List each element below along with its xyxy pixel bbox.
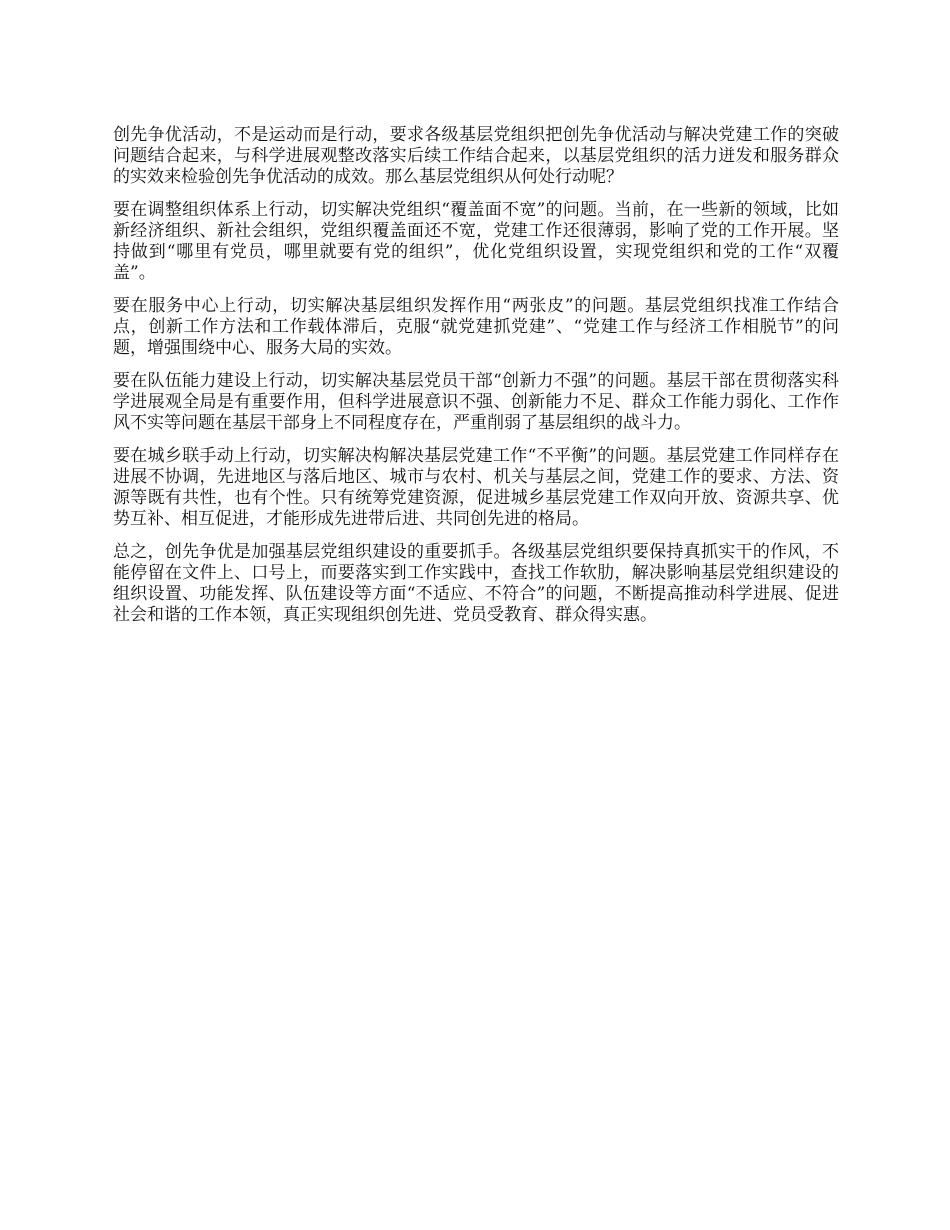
paragraph-organization-system: 要在调整组织体系上行动，切实解决党组织“覆盖面不宽”的问题。当前，在一些新的领域，比如新经济组织、新社会组织，党组织覆盖面还不宽，党建工作还很薄弱，影响了党的工作开展。坚持做到“哪里有党员，哪里就要有党的组织”，优化党组织设置，实现党组织和党的工作“双覆盖”。 (113, 200, 839, 283)
paragraph-conclusion: 总之，创先争优是加强基层党组织建设的重要抓手。各级基层党组织要保持真抓实干的作风，不能停留在文件上、口号上，而要落实到工作实践中，查找工作软肋，解决影响基层党组织建设的组织设置、功能发挥、队伍建设等方面“不适应、不符合”的问题，不断提高推动科学进展、促进社会和谐的工作本领，真正实现组织创先进、党员受教育、群众得实惠。 (113, 542, 839, 625)
paragraph-intro: 创先争优活动，不是运动而是行动，要求各级基层党组织把创先争优活动与解决党建工作的突破问题结合起来，与科学进展观整改落实后续工作结合起来，以基层党组织的活力迸发和服务群众的实效来检验创先争优活动的成效。那么基层党组织从何处行动呢？ (113, 125, 839, 187)
document-body (113, 125, 839, 638)
paragraph-service-center: 要在服务中心上行动，切实解决基层组织发挥作用“两张皮”的问题。基层党组织找准工作结合点，创新工作方法和工作载体滞后，克服“就党建抓党建”、“党建工作与经济工作相脱节”的问题，增强围绕中心、服务大局的实效。 (113, 296, 839, 358)
paragraph-team-capacity: 要在队伍能力建设上行动，切实解决基层党员干部“创新力不强”的问题。基层干部在贯彻落实科学进展观全局是有重要作用，但科学进展意识不强、创新能力不足、群众工作能力弱化、工作作风不实等问题在基层干部身上不同程度存在，严重削弱了基层组织的战斗力。 (113, 371, 839, 433)
paragraph-urban-rural: 要在城乡联手动上行动，切实解决构解决基层党建工作“不平衡”的问题。基层党建工作同样存在进展不协调，先进地区与落后地区、城市与农村、机关与基层之间，党建工作的要求、方法、资源等既有共性，也有个性。只有统筹党建资源，促进城乡基层党建工作双向开放、资源共享、优势互补、相互促进，才能形成先进带后进、共同创先进的格局。 (113, 446, 839, 529)
